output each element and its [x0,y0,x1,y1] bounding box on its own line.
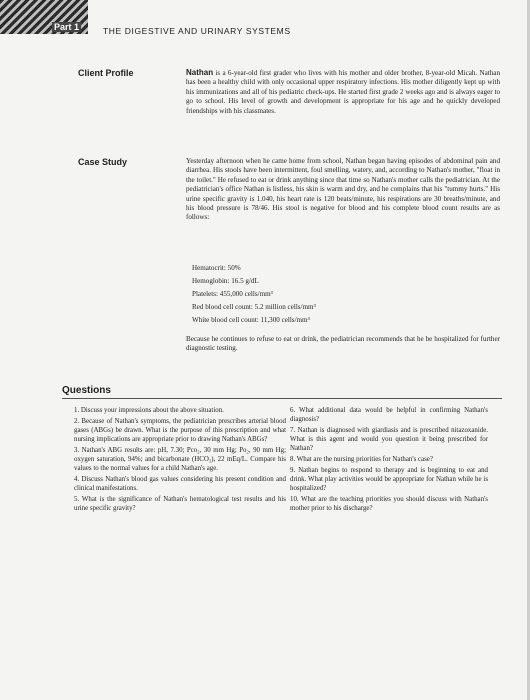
case-study-text: Yesterday afternoon when he came home from school, Nathan began having episodes of abdominal pain and diarrhea. His stools have been intermittent, foul smelling, watery, and, according to Nathan's mother, "float in the toilet." He refused to eat or drink anything since that time so Nathan's mother calls the pediatrician. At the pediatrician's office Nathan is listless, his skin is warm and dry, and he complains that his "tummy hurts." His urine specific gravity is 1.040, his heart rate is 120 beats/minute, his respirations are 30 breaths/minute, and his blood pressure is 78/46. His stool is negative for blood and his complete blood count results are as follows: [186,157,500,222]
part-label: Part 1 [54,22,80,32]
question-4: 4. Discuss Nathan's blood gas values considering his present condition and clinical manifestations. [74,476,286,492]
question-9: 9. Nathan begins to respond to therapy and is beginning to eat and drink. What play activities would be appropriate for Nathan while he is hospitalized? [290,467,488,492]
case-study-label: Case Study [78,157,128,167]
lab-platelets: Platelets: 455,000 cells/mm³ [192,290,273,298]
question-10: 10. What are the teaching priorities you should discuss with Nathan's mother prior to his discharge? [290,496,488,512]
lab-hemoglobin: Hemoglobin: 16.5 g/dL [192,277,259,285]
client-profile-text [186,68,500,116]
question-5: 5. What is the significance of Nathan's hematological test results and his urine specific gravity? [74,496,286,512]
chapter-title: THE DIGESTIVE AND URINARY SYSTEMS [103,26,291,36]
client-profile-label: Client Profile [78,68,134,78]
client-name: Nathan [186,68,214,77]
case-study-closing: Because he continues to refuse to eat or drink, the pediatrician recommends that he be hospitalized for further diagnostic testing. [186,335,500,353]
lab-results [192,262,316,327]
lab-hematocrit: Hematocrit: 50% [192,264,241,272]
client-profile-body: is a 6-year-old first grader who lives with his mother and older brother, 8-year-old Micah. Nathan has been a healthy child with only occasional upper respiratory infections. His mother diligently kept up with his immunizations and all of his pediatric check-ups. He started first grade 2 weeks ago and is always eager to go to school. His level of growth and development is appropriate for his age and he quickly developed friendships with his classmates. [186,69,500,115]
lab-rbc: Red blood cell count: 5.2 million cells/mm³ [192,303,316,311]
question-2: 2. Because of Nathan's symptoms, the pediatrician prescribes arterial blood gases (ABGs) be drawn. What is the purpose of this prescription and what nursing implications are appropriate prior to drawing Nathan's ABGs? [74,418,286,443]
question-6: 6. What additional data would be helpful in confirming Nathan's diagnosis? [290,407,488,423]
questions-divider [62,398,502,399]
questions-right-column [290,406,488,515]
question-8: 8. What are the nursing priorities for Nathan's case? [290,456,433,463]
lab-wbc: White blood cell count: 11,300 cells/mm³ [192,316,310,324]
questions-left-column [74,406,286,515]
questions-heading: Questions [62,385,111,396]
question-3: 3. Nathan's ABG results are: pH, 7.30; Pco₂, 30 mm Hg; Po₂, 90 mm Hg; oxygen saturation, 94%; and bicarbonate (HCO₃), 22 mEq/L. Compare his values to the normal values for a child Nathan's age. [74,447,286,472]
question-7: 7. Nathan is diagnosed with giardiasis and is prescribed nitazoxanide. What is this agent and would you question it being prescribed for Nathan? [290,427,488,452]
question-1: 1. Discuss your impressions about the above situation. [74,407,224,414]
